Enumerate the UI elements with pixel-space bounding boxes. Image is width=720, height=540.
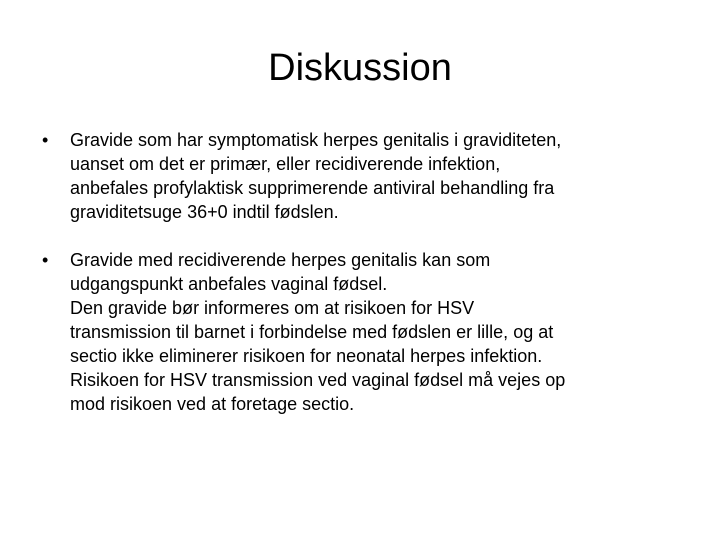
bullet-2-line-6: Risikoen for HSV transmission ved vaginal fødsel må vejes op: [70, 370, 566, 390]
bullet-1-line-3: anbefales profylaktisk supprimerende antiviral behandling fra: [70, 178, 555, 198]
bullet-dot-icon: •: [42, 130, 49, 150]
bullet-item-1: [42, 128, 692, 224]
bullet-dot-icon: •: [42, 250, 49, 270]
bullet-1-line-2: uanset om det er primær, eller recidiverende infektion,: [70, 154, 501, 174]
bullet-2-line-1: Gravide med recidiverende herpes genitalis kan som: [70, 250, 491, 270]
bullet-list: [42, 128, 692, 440]
bullet-2-line-3: Den gravide bør informeres om at risikoen for HSV: [70, 298, 475, 318]
bullet-1-line-1: Gravide som har symptomatisk herpes genitalis i graviditeten,: [70, 130, 562, 150]
bullet-item-2: [42, 248, 692, 416]
bullet-2-line-4: transmission til barnet i forbindelse med fødslen er lille, og at: [70, 322, 554, 342]
bullet-2-line-7: mod risikoen ved at foretage sectio.: [70, 394, 355, 414]
bullet-1-line-4: graviditetsuge 36+0 indtil fødslen.: [70, 202, 339, 222]
bullet-2-line-2: udgangspunkt anbefales vaginal fødsel.: [70, 274, 388, 294]
slide-title: Diskussion: [268, 47, 452, 89]
bullet-2-line-5: sectio ikke eliminerer risikoen for neonatal herpes infektion.: [70, 346, 543, 366]
